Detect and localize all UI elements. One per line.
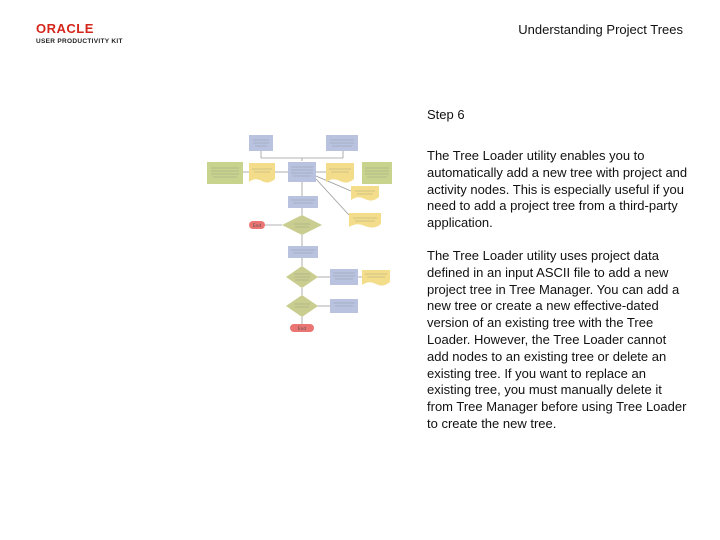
document-box-ascii-file xyxy=(362,270,390,286)
tree-loader-process-flowchart xyxy=(204,133,396,343)
body-paragraph-2: The Tree Loader utility uses project data defined in an input ASCII file to add a new project tree in Tree Manager. You can add a new tree or create a new effective-dated version of an existing tree with the Tree Loader. However, the Tree Loader cannot add nodes to an existing tree or delete an existing tree. If you want to replace an existing tree, you must manually delete it from Tree Manager before using Tree Loader to create the new tree. xyxy=(427,248,687,431)
process-box-mid xyxy=(288,196,318,208)
decision-diamond-1 xyxy=(282,215,322,235)
data-box-left xyxy=(207,162,243,184)
flowchart-svg xyxy=(204,133,396,343)
document-box-right-2 xyxy=(351,186,379,201)
oracle-upk-logo xyxy=(36,22,132,45)
data-box-right xyxy=(362,162,392,184)
logo-brand-text: ORACLE xyxy=(36,21,94,36)
body-paragraph-1: The Tree Loader utility enables you to automatically add a new tree with project and activity nodes. This is especially useful if you need to add a project tree from a third-party application. xyxy=(427,148,688,231)
process-box-lower xyxy=(288,246,318,258)
terminator-end-1-label: End xyxy=(252,224,262,229)
page-title: Understanding Project Trees xyxy=(518,22,683,37)
process-box-create-file xyxy=(330,269,358,285)
document-box-right-3 xyxy=(349,213,381,228)
flowchart-shapes xyxy=(207,135,392,332)
step-label: Step 6 xyxy=(427,107,465,122)
document-box-left xyxy=(249,163,275,183)
document-box-right xyxy=(326,163,354,183)
decision-diamond-3 xyxy=(286,295,318,317)
terminator-end-2-label: End xyxy=(297,327,307,332)
process-box-center xyxy=(288,162,316,182)
logo-subtitle-text: USER PRODUCTIVITY KIT xyxy=(36,38,123,45)
